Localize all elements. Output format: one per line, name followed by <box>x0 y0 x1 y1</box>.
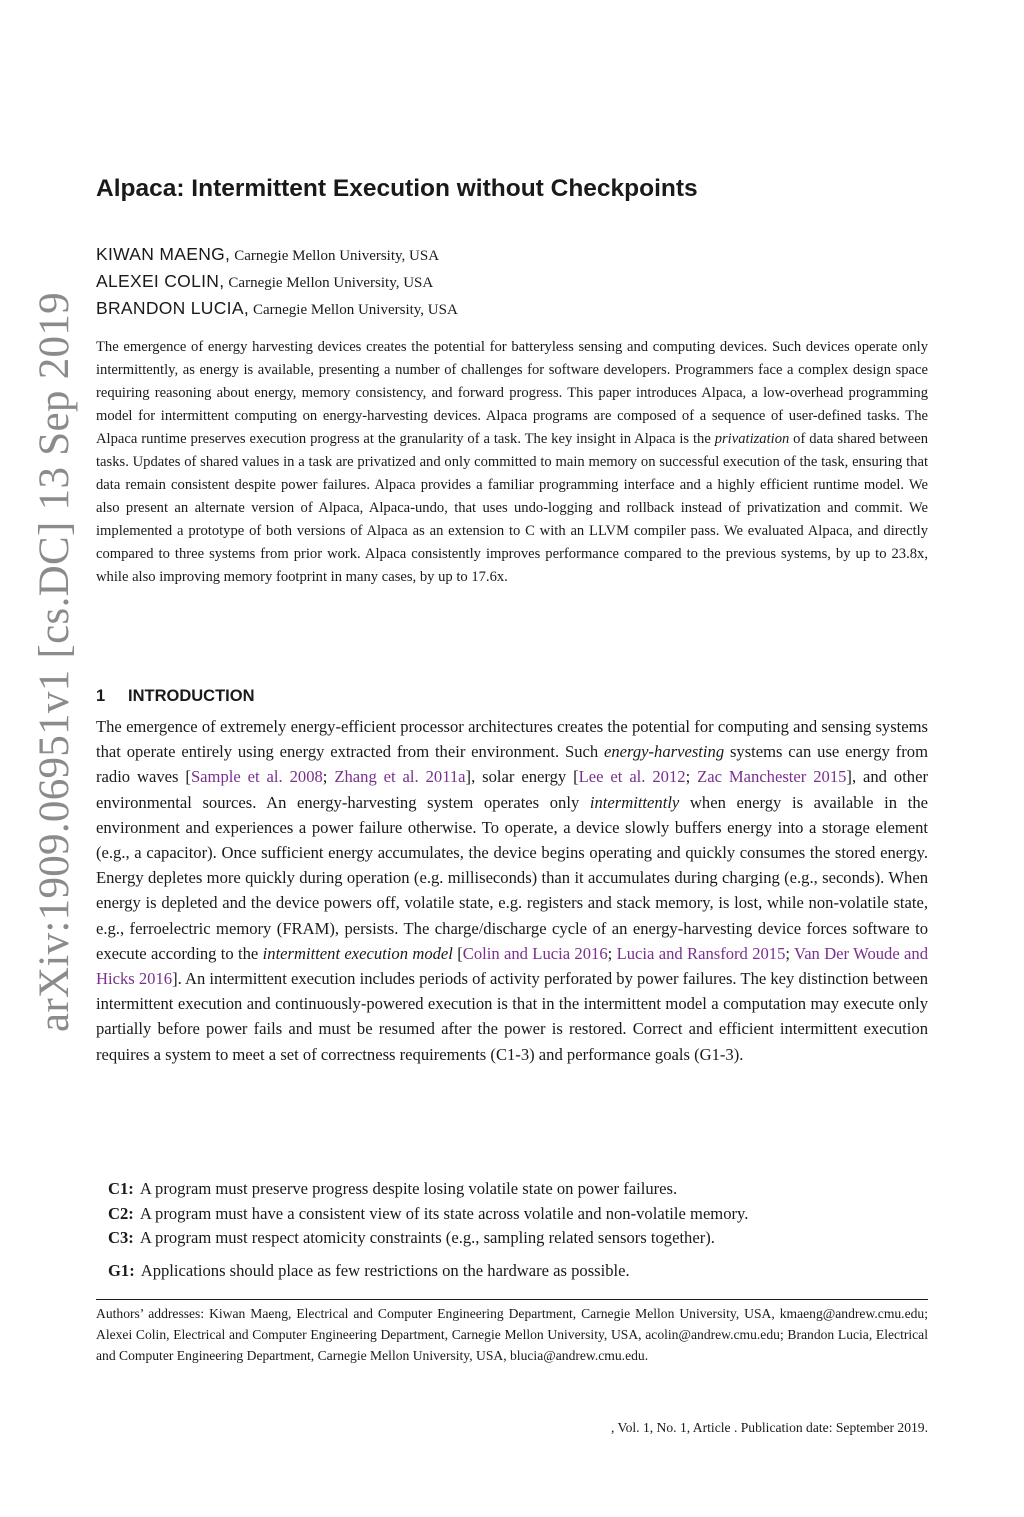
requirement-text: A program must respect atomicity constraints (e.g., sampling related sensors together). <box>139 1228 715 1247</box>
author-line <box>96 241 439 267</box>
goal-text: Applications should place as few restrictions on the hardware as possible. <box>140 1261 630 1280</box>
requirement-label: C2: <box>108 1204 134 1223</box>
abstract <box>96 336 928 589</box>
intro-text: ; <box>607 943 617 963</box>
authors-addresses-footnote: Authors’ addresses: Kiwan Maeng, Electrical and Computer Engineering Department, Carnegie Mellon University, USA, kmaeng@andrew.cmu.edu; Alexei Colin, Electrical and Computer Engineering Department, Carnegie Mellon University, USA, acolin@andrew.cmu.edu; Brandon Lucia, Electrical and Computer Engineering Department, Carnegie Mellon University, USA, blucia@andrew.cmu.edu. <box>96 1306 928 1363</box>
intro-text: ; <box>322 767 335 787</box>
intro-text: ; <box>685 767 698 787</box>
citation-link[interactable]: Sample et al. 2008 <box>190 767 323 787</box>
intro-text: ; <box>785 943 795 963</box>
author-affiliation: Carnegie Mellon University, USA <box>228 275 434 291</box>
goal-label: G1: <box>108 1261 135 1280</box>
intro-emphasis: energy-harvesting <box>604 742 725 762</box>
abstract-text: of data shared between tasks. Updates of shared values in a task are privatized and only committed to main memory on successful execution of the task, ensuring that data remain consistent despite power failures. Alpaca provides a familiar programming interface and a highly efficient runtime model. We also present an alternate version of Alpaca, Alpaca-undo, that uses undo-logging and rollback instead of privatization and commit. We implemented a prototype of both versions of Alpaca as an extension to C with an LLVM compiler pass. We evaluated Alpaca, and directly compared to three systems from prior work. Alpaca consistently improves performance compared to the previous systems, by up to 23.8x, while also improving memory footprint in many cases, by up to 17.6x. <box>96 431 928 585</box>
citation-link[interactable]: Lee et al. 2012 <box>578 767 686 787</box>
goal-item <box>108 1258 630 1283</box>
publication-footer: , Vol. 1, No. 1, Article . Publication date: September 2019. <box>610 1420 928 1435</box>
requirement-text: A program must preserve progress despite losing volatile state on power failures. <box>139 1179 678 1198</box>
requirement-label: C3: <box>108 1228 134 1247</box>
abstract-text: The emergence of energy harvesting devices creates the potential for batteryless sensing and computing devices. Such devices operate only intermittently, as energy is available, presenting a number of challenges for software developers. Programmers face a complex design space requiring reasoning about energy, memory consistency, and forward progress. This paper introduces Alpaca, a low-overhead programming model for intermittent computing on energy-harvesting devices. Alpaca programs are composed of a sequence of user-defined tasks. The Alpaca runtime preserves execution progress at the granularity of a task. The key insight in Alpaca is the <box>96 339 928 447</box>
author-line <box>96 295 458 321</box>
intro-emphasis: intermittently <box>589 792 680 812</box>
author-name: ALEXEI COLIN, <box>96 271 225 291</box>
intro-text: ], solar energy [ <box>465 767 579 787</box>
citation-link[interactable]: Van Der Woude and Hicks 2016 <box>96 943 929 989</box>
author-line <box>96 268 433 294</box>
author-name: BRANDON LUCIA, <box>96 298 249 318</box>
arxiv-identifier-stamp: arXiv:1909.06951v1 [cs.DC] 13 Sep 2019 <box>31 292 78 1032</box>
requirement-item <box>108 1176 677 1201</box>
intro-text: ], and other environmental sources. An energy-harvesting system operates only <box>96 767 929 812</box>
paper-title: Alpaca: Intermittent Execution without Checkpoints <box>96 175 698 202</box>
requirement-label: C1: <box>108 1179 134 1198</box>
abstract-emphasis: privatization <box>714 431 790 447</box>
intro-paragraph <box>96 714 928 1067</box>
citation-link[interactable]: Zhang et al. 2011a <box>334 767 466 787</box>
citation-link[interactable]: Zac Manchester 2015 <box>697 767 847 787</box>
intro-text: The emergence of extremely energy-efficient processor architectures creates the potential for computing and sensing systems that operate entirely using energy extracted from their environment. Such <box>96 717 928 762</box>
intro-text: when energy is available in the environment and experiences a power failure otherwise. To operate, a device slowly buffers energy into a storage element (e.g., a capacitor). Once sufficient energy accumulates, the device begins operating and quickly consumes the stored energy. Energy depletes more quickly during operation (e.g. milliseconds) than it accumulates during charging (e.g., seconds). When energy is depleted and the device powers off, volatile state, e.g. registers and stack memory, is lost, while non-volatile state, e.g., ferroelectric memory (FRAM), persists. The charge/discharge cycle of an energy-harvesting device forces software to execute according to the <box>96 792 928 963</box>
section-number: 1 <box>96 687 106 705</box>
requirement-item <box>108 1201 748 1226</box>
requirement-text: A program must have a consistent view of its state across volatile and non-volatile memory. <box>139 1204 749 1223</box>
citation-link[interactable]: Colin and Lucia 2016 <box>462 943 608 963</box>
intro-text: ]. An intermittent execution includes periods of activity perforated by power failures. The key distinction between intermittent execution and continuously-powered execution is that in the intermittent model a computation may execute only partially before power fails and must be resumed after the power is restored. Correct and efficient intermittent execution requires a system to meet a set of correctness requirements (C1-3) and performance goals (G1-3). <box>96 969 928 1064</box>
author-affiliation: Carnegie Mellon University, USA <box>252 302 458 318</box>
requirement-item <box>108 1225 715 1250</box>
intro-text: [ <box>452 943 463 963</box>
author-affiliation: Carnegie Mellon University, USA <box>234 248 440 264</box>
section-heading <box>96 683 255 709</box>
citation-link[interactable]: Lucia and Ransford 2015 <box>616 943 786 963</box>
intro-emphasis: intermittent execution model <box>262 943 453 963</box>
footnote-divider <box>96 1299 928 1300</box>
author-name: KIWAN MAENG, <box>96 244 231 264</box>
section-title: INTRODUCTION <box>128 687 255 705</box>
intro-text: systems can use energy from radio waves [ <box>96 742 928 787</box>
